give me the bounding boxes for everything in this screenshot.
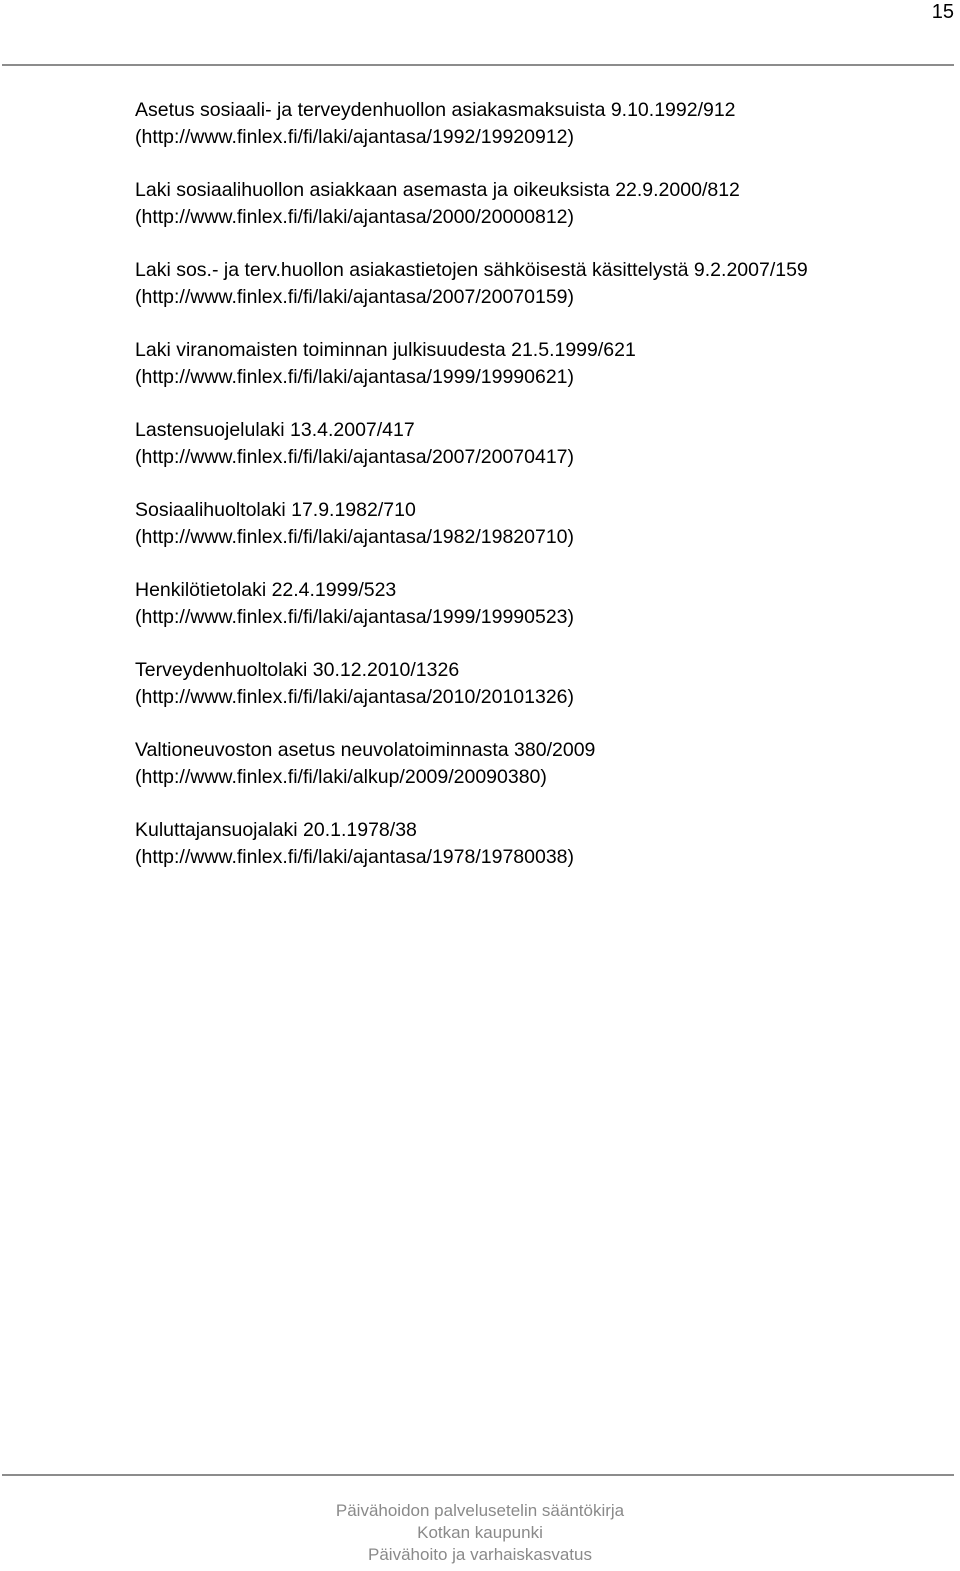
reference-item bbox=[135, 737, 935, 791]
reference-item bbox=[135, 337, 935, 391]
reference-item bbox=[135, 177, 935, 231]
reference-url: (http://www.finlex.fi/fi/laki/ajantasa/2000/20000812) bbox=[135, 206, 575, 228]
reference-item bbox=[135, 257, 935, 311]
reference-url: (http://www.finlex.fi/fi/laki/ajantasa/1999/19990621) bbox=[135, 366, 575, 388]
reference-url: (http://www.finlex.fi/fi/laki/ajantasa/2010/20101326) bbox=[135, 686, 575, 708]
footer-document-title: Päivähoidon palvelusetelin sääntökirja bbox=[335, 1501, 625, 1520]
reference-title: Asetus sosiaali- ja terveydenhuollon asiakasmaksuista 9.10.1992/912 bbox=[135, 99, 736, 121]
reference-title: Kuluttajansuojalaki 20.1.1978/38 bbox=[135, 819, 417, 841]
reference-url: (http://www.finlex.fi/fi/laki/ajantasa/1982/19820710) bbox=[135, 526, 575, 548]
reference-item bbox=[135, 497, 935, 551]
reference-item bbox=[135, 417, 935, 471]
reference-url: (http://www.finlex.fi/fi/laki/ajantasa/2007/20070417) bbox=[135, 446, 575, 468]
reference-url: (http://www.finlex.fi/fi/laki/alkup/2009/20090380) bbox=[135, 766, 547, 788]
reference-item bbox=[135, 577, 935, 631]
footer-department: Päivähoito ja varhaiskasvatus bbox=[368, 1545, 592, 1564]
reference-title: Laki viranomaisten toiminnan julkisuudesta 21.5.1999/621 bbox=[135, 339, 636, 361]
footer-divider bbox=[2, 1474, 954, 1476]
reference-title: Lastensuojelulaki 13.4.2007/417 bbox=[135, 419, 415, 441]
reference-url: (http://www.finlex.fi/fi/laki/ajantasa/1999/19990523) bbox=[135, 606, 575, 628]
reference-title: Terveydenhuoltolaki 30.12.2010/1326 bbox=[135, 659, 460, 681]
reference-item bbox=[135, 97, 935, 151]
reference-url: (http://www.finlex.fi/fi/laki/ajantasa/1992/19920912) bbox=[135, 126, 575, 148]
reference-title: Laki sos.- ja terv.huollon asiakastietojen sähköisestä käsittelystä 9.2.2007/159 bbox=[135, 259, 808, 281]
page-number: 15 bbox=[931, 1, 954, 23]
reference-title: Laki sosiaalihuollon asiakkaan asemasta ja oikeuksista 22.9.2000/812 bbox=[135, 179, 740, 201]
reference-title: Henkilötietolaki 22.4.1999/523 bbox=[135, 579, 397, 601]
reference-list bbox=[135, 97, 935, 897]
reference-title: Valtioneuvoston asetus neuvolatoiminnasta 380/2009 bbox=[135, 739, 596, 761]
page-footer bbox=[0, 1500, 960, 1566]
footer-organization: Kotkan kaupunki bbox=[417, 1523, 543, 1542]
reference-item bbox=[135, 817, 935, 871]
reference-title: Sosiaalihuoltolaki 17.9.1982/710 bbox=[135, 499, 416, 521]
reference-url: (http://www.finlex.fi/fi/laki/ajantasa/1978/19780038) bbox=[135, 846, 575, 868]
header-divider bbox=[2, 64, 954, 66]
reference-url: (http://www.finlex.fi/fi/laki/ajantasa/2007/20070159) bbox=[135, 286, 575, 308]
reference-item bbox=[135, 657, 935, 711]
